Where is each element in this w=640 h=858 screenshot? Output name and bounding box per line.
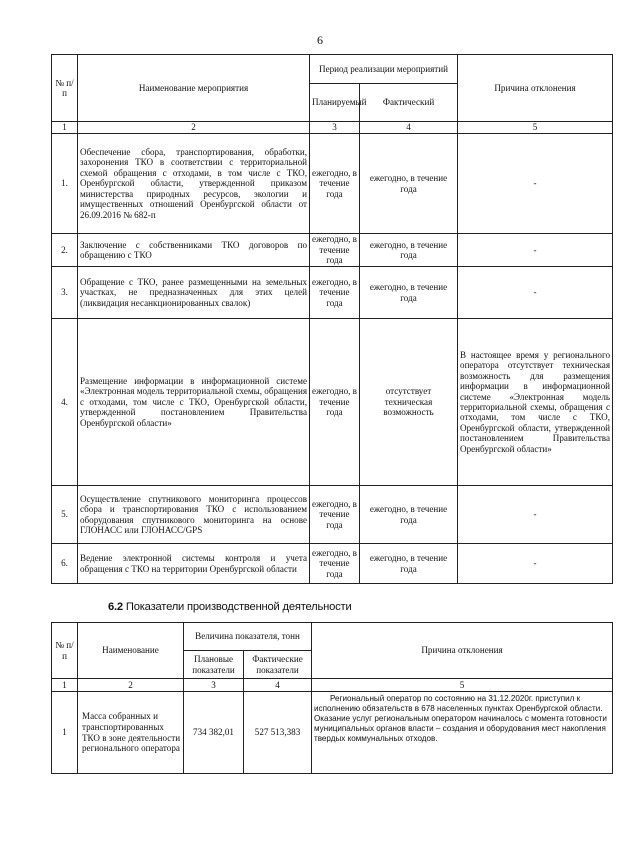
column-number-row: 1 2 3 4 5 <box>52 679 613 692</box>
header-actual: Фактический <box>360 84 458 122</box>
table-row: 5. Осуществление спутникового мониторинга процессов сбора и транспортирования ТКО с использованием оборудования спутникового мониторинга на основе ГЛОНАСС или ГЛОНАСС/GPS ежегодно, в течение года ежегодно, в течение года - <box>52 486 613 544</box>
header-name: Наименование мероприятия <box>78 55 310 122</box>
section-title: Показатели производственной деятельности <box>125 601 352 613</box>
production-indicators-table <box>51 622 613 774</box>
table-row: 2. Заключение с собственниками ТКО договоров по обращению с ТКО ежегодно, в течение года ежегодно, в течение года - <box>52 234 613 267</box>
header-reason: Причина отклонения <box>312 623 613 679</box>
header-planned: Планируемый <box>310 84 360 122</box>
header-planned: Плановые показатели <box>184 651 244 679</box>
column-number-row: 1 2 3 4 5 <box>52 122 613 134</box>
header-num: № п/п <box>52 55 78 122</box>
header-value: Величина показателя, тонн <box>184 623 312 651</box>
table-row: 1 Масса собранных и транспортированных ТКО в зоне деятельности регионального оператора 734 382,01 527 513,383 Региональный оператор по состоянию на 31.12.2020г. приступил к исполнению обязательств в 678 населенных пунктах Оренбургской области. Оказание услуг региональным оператором начиналось с момента готовности муниципальных органов власти – создания и оборудования мест накопления твердых коммунальных отходов. <box>52 692 613 774</box>
section-heading <box>108 601 352 613</box>
header-period: Период реализации мероприятий <box>310 55 458 84</box>
header-actual: Фактические показатели <box>244 651 312 679</box>
header-reason: Причина отклонения <box>458 55 613 122</box>
header-num: № п/п <box>52 623 78 679</box>
table-row: 3. Обращение с ТКО, ранее размещенными на земельных участках, не предназначенных для этих целей (ликвидация несанкционированных свалок) ежегодно, в течение года ежегодно, в течение года - <box>52 267 613 319</box>
deviation-reason: Региональный оператор по состоянию на 31.12.2020г. приступил к исполнению обязательств в 678 населенных пунктах Оренбургской области. Оказание услуг региональным оператором начиналось с момента готовности муниципальных органов власти – создания и оборудования мест накопления твердых коммунальных отходов. <box>312 692 613 774</box>
header-name: Наименование <box>78 623 184 679</box>
section-number: 6.2 <box>108 601 123 613</box>
page-number: 6 <box>317 33 323 47</box>
table-row: 4. Размещение информации в информационной системе «Электронная модель территориальной схемы, обращения с отходами, том числе с ТКО, Оренбургской области, утвержденной постановлением Правительства Оренбургской области» ежегодно, в течение года отсутствует техническая возможность В настоящее время у регионального оператора отсутствует техническая возможность для размещения информации в информационной системе «Электронная модель территориальной схемы, обращения с отходами, том числе с ТКО, Оренбургской области, утвержденной постановлением Правительства Оренбургской области» <box>52 319 613 486</box>
activities-table <box>51 54 613 584</box>
table-row: 1. Обеспечение сбора, транспортирования, обработки, захоронения ТКО в соответствии с территориальной схемой обращения с отходами, в том числе с ТКО, Оренбургской области, утвержденной приказом министерства природных ресурсов, экологии и имущественных отношений Оренбургской области от 26.09.2016 № 682-п ежегодно, в течение года ежегодно, в течение года - <box>52 134 613 234</box>
table-row: 6. Ведение электронной системы контроля и учета обращения с ТКО на территории Оренбургской области ежегодно, в течение года ежегодно, в течение года - <box>52 544 613 584</box>
